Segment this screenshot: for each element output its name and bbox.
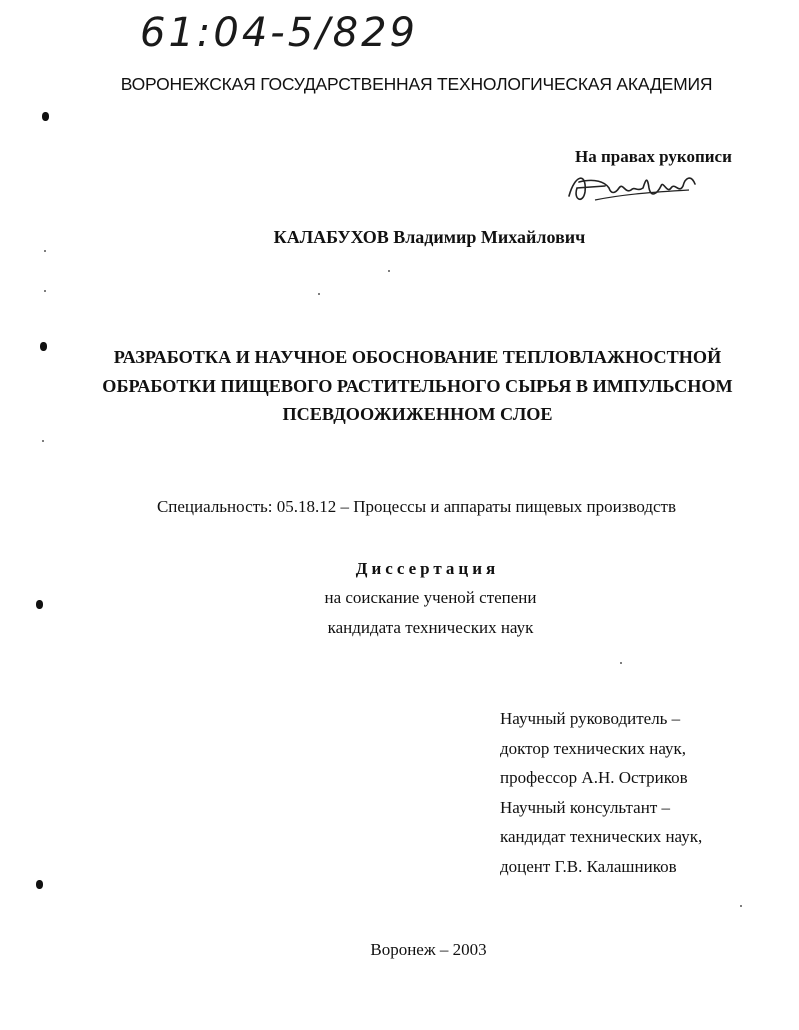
advisors-block [500,704,702,881]
title-line: РАЗРАБОТКА И НАУЧНОЕ ОБОСНОВАНИЕ ТЕПЛОВЛАЖНОСТНОЙ [113,347,722,367]
advisor-line: Научный консультант – [500,797,670,817]
advisor-line: профессор А.Н. Остриков [500,768,688,787]
advisor-line: кандидат технических наук, [500,827,703,846]
scan-speck [42,440,44,442]
advisor-line: доцент Г.В. Калашников [500,856,677,876]
advisor-line: доктор технических наук, [500,738,687,758]
scan-speck [44,250,46,252]
specialty: Специальность: 05.18.12 – Процессы и аппараты пищевых производств [156,497,677,516]
binding-hole-mark [36,600,43,609]
signature-scribble [565,164,705,214]
dissertation-type: Диссертация [355,559,500,578]
binding-hole-mark [42,112,49,121]
archive-stamp-text: 61:04-5/829 [140,10,418,56]
scan-speck [388,270,390,272]
author-name: КАЛАБУХОВ Владимир Михайлович [273,227,586,247]
scan-speck [620,662,622,664]
title-line: ОБРАБОТКИ ПИЩЕВОГО РАСТИТЕЛЬНОГО СЫРЬЯ В ИМПУЛЬСНОМ [102,375,733,396]
binding-hole-mark [36,880,43,889]
degree-line-1: на соискание ученой степени [324,588,537,607]
advisor-line: Научный руководитель – [500,709,681,728]
city-year: Воронеж – 2003 [370,940,487,959]
title-line: ПСЕВДООЖИЖЕННОМ СЛОЕ [282,404,553,424]
archive-stamp [140,10,418,56]
scan-speck [740,905,742,907]
academy-name: ВОРОНЕЖСКАЯ ГОСУДАРСТВЕННАЯ ТЕХНОЛОГИЧЕСКАЯ АКАДЕМИЯ [120,74,713,94]
dissertation-title [0,343,799,429]
manuscript-rights-label: На правах рукописи [575,147,732,166]
scan-speck [318,293,320,295]
degree-line-2: кандидата технических наук [327,618,534,637]
binding-hole-mark [40,342,47,351]
author-signature [565,164,705,219]
scan-speck [44,290,46,292]
